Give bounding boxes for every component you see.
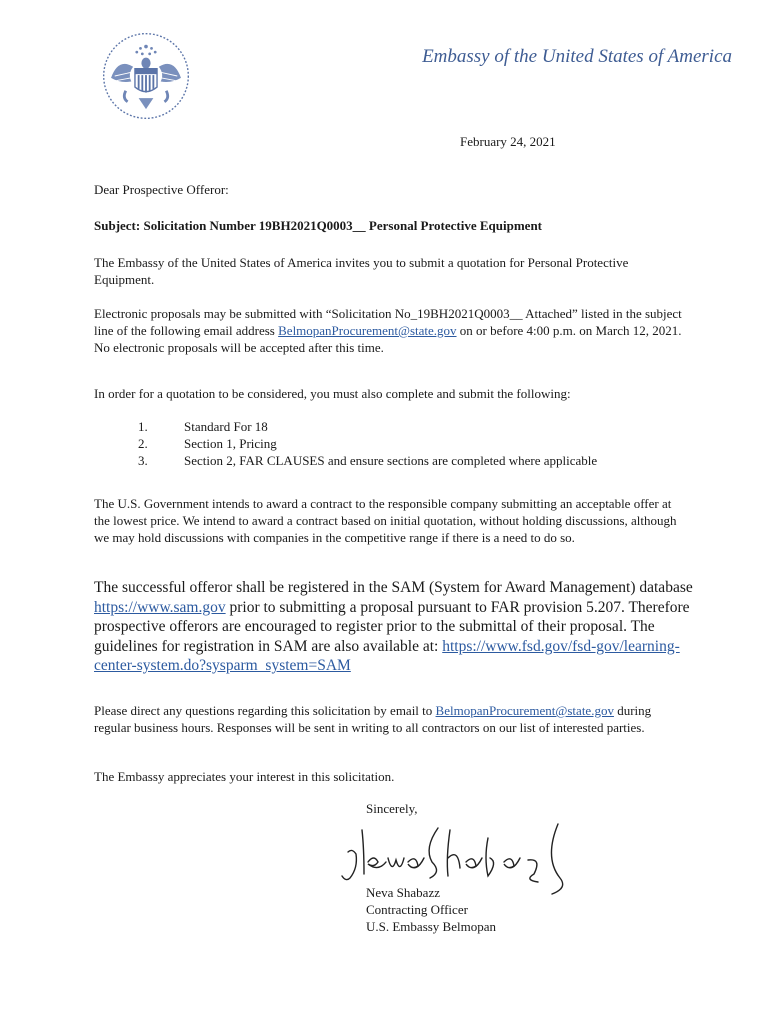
signature-block: [366, 884, 496, 935]
closing: Sincerely,: [366, 801, 418, 816]
requirements-list: [138, 418, 597, 469]
questions-text-pre: Please direct any questions regarding this solicitation by email to: [94, 703, 436, 718]
sam-text-mid: prior to submitting a proposal pursuant to FAR provision 5.207. Therefore prospective offerors are encouraged to register prior to the submittal of their proposal. The guidelines for registration in SAM are also available at:: [94, 598, 690, 655]
invitation-paragraph: The Embassy of the United States of America invites you to submit a quotation for Personal Protective Equipment.: [94, 255, 629, 287]
sam-registration-paragraph: [94, 578, 714, 676]
appreciation-paragraph: The Embassy appreciates your interest in this solicitation.: [94, 769, 395, 784]
electronic-text-pre: Electronic proposals may be submitted with “Solicitation No_19BH2021Q0003__ Attached” listed in the subject line of the following email address: [94, 306, 682, 338]
questions-paragraph: [94, 702, 684, 736]
signer-office: U.S. Embassy Belmopan: [366, 919, 496, 934]
list-item-text: Section 2, FAR CLAUSES and ensure sections are completed where applicable: [184, 453, 598, 468]
letterhead-title: Embassy of the United States of America: [422, 46, 732, 67]
list-item: [138, 435, 597, 452]
questions-email-link[interactable]: BelmopanProcurement@state.gov: [435, 703, 614, 718]
electronic-proposals-paragraph: [94, 305, 684, 356]
list-item: [138, 418, 597, 435]
procurement-email-link[interactable]: BelmopanProcurement@state.gov: [278, 323, 457, 338]
electronic-text-post: on or before 4:00 p.m. on March 12, 2021. No electronic proposals will be accepted after this time.: [94, 323, 682, 355]
list-item-number: 3.: [138, 453, 148, 468]
award-paragraph: The U.S. Government intends to award a contract to the responsible company submitting an acceptable offer at the lowest price. We intend to award a contract based on initial quotation, without holding discussions, although we may hold discussions with companies in the competitive range if there is a need to do so.: [94, 496, 677, 545]
sam-text-pre: The successful offeror shall be registered in the SAM (System for Award Management) database: [94, 579, 693, 596]
signer-title: Contracting Officer: [366, 902, 468, 917]
subject-line: Subject: Solicitation Number 19BH2021Q0003__ Personal Protective Equipment: [94, 218, 542, 233]
list-item-text: Section 1, Pricing: [184, 436, 277, 451]
signer-name: Neva Shabazz: [366, 885, 440, 900]
questions-text-post: during regular business hours. Responses will be sent in writing to all contractors on our list of interested parties.: [94, 703, 652, 735]
great-seal-icon: [100, 30, 192, 122]
fsd-gov-link[interactable]: https://www.fsd.gov/fsd-gov/learning-center-system.do?sysparm_system=SAM: [94, 637, 680, 674]
list-item-number: 1.: [138, 419, 148, 434]
sam-gov-link[interactable]: https://www.sam.gov: [94, 598, 226, 616]
requirements-intro: In order for a quotation to be considered, you must also complete and submit the following:: [94, 386, 571, 401]
list-item-number: 2.: [138, 436, 148, 451]
list-item: [138, 452, 597, 469]
list-item-text: Standard For 18: [184, 419, 268, 434]
salutation: Dear Prospective Offeror:: [94, 182, 229, 197]
letter-date: February 24, 2021: [460, 134, 556, 149]
